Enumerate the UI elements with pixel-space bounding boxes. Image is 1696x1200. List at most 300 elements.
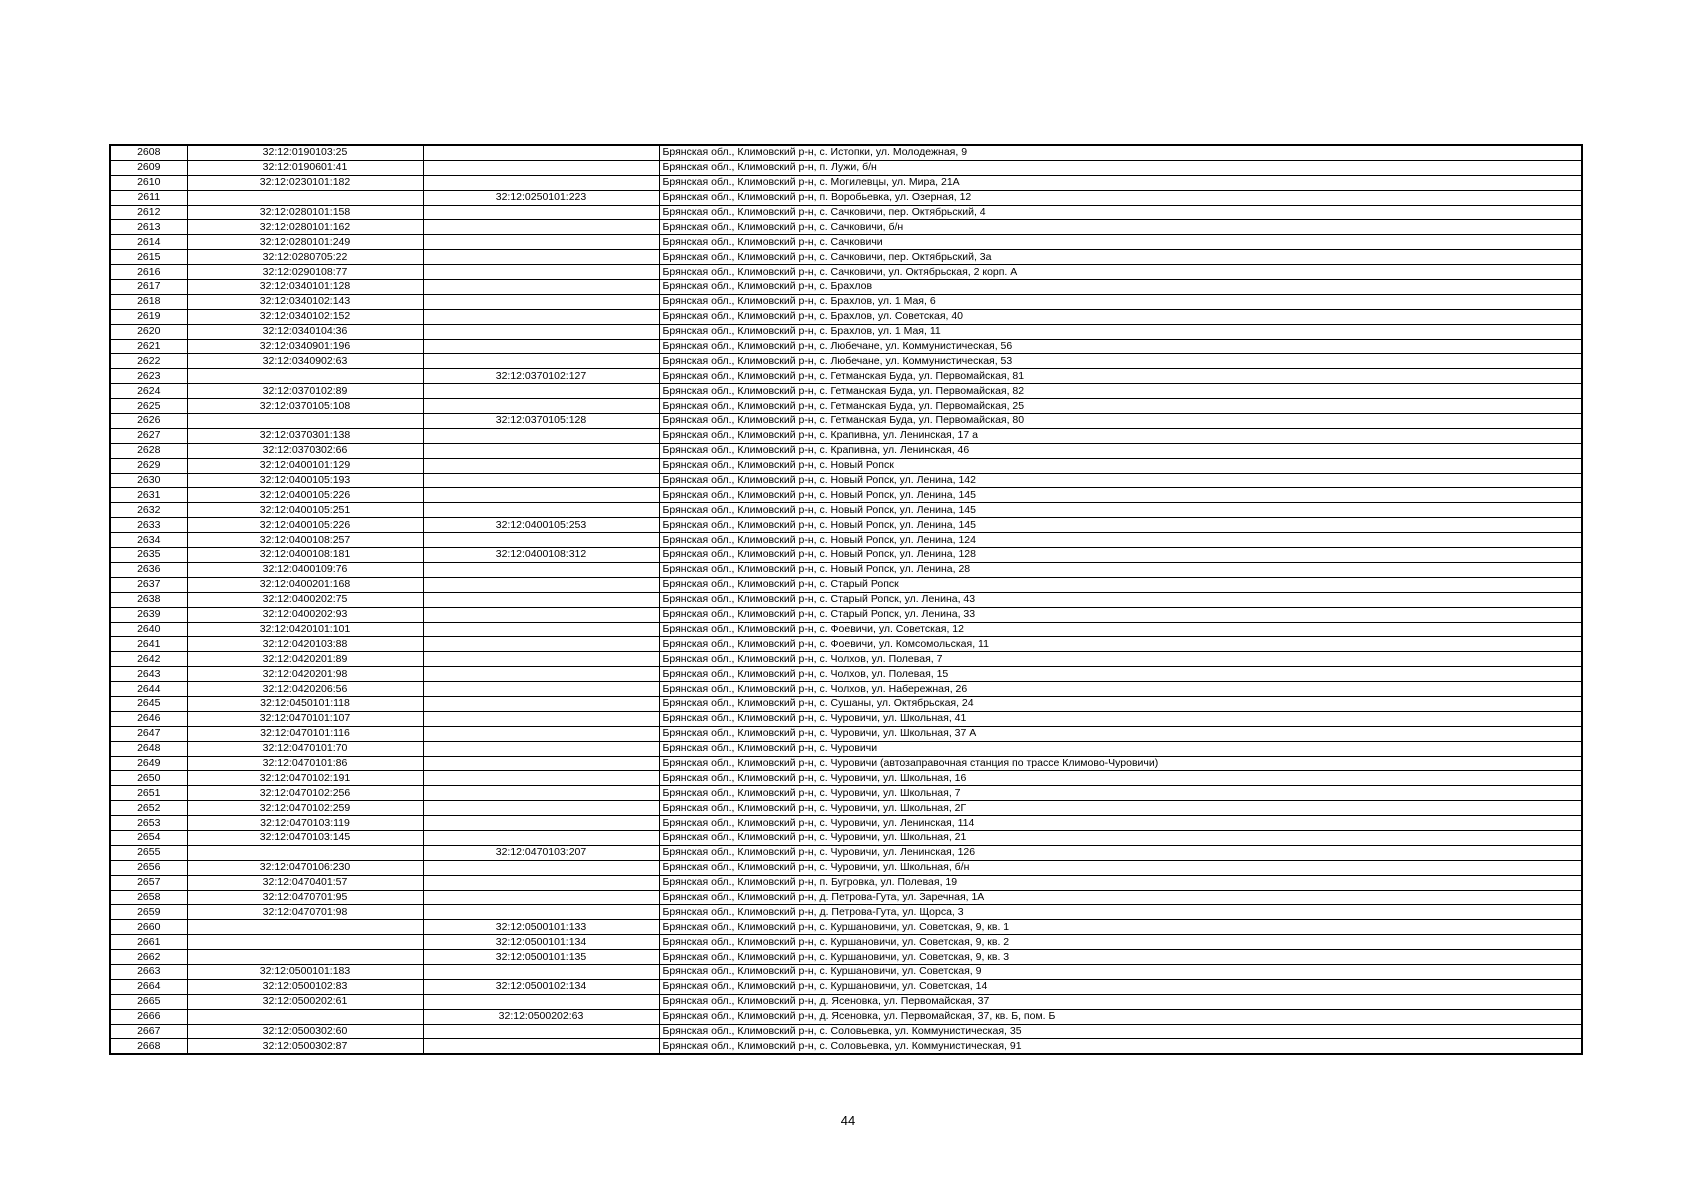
table-row <box>110 384 1582 399</box>
address-cell: Брянская обл., Климовский р-н, с. Фоевичи, ул. Советская, 12 <box>659 622 1582 637</box>
row-number-cell: 2652 <box>110 801 187 816</box>
cadastral-number-cell: 32:12:0400105:193 <box>187 473 423 488</box>
cadastral-number-cell: 32:12:0420201:98 <box>187 667 423 682</box>
table-row <box>110 250 1582 265</box>
cadastral-number-secondary-cell <box>423 294 659 309</box>
cadastral-number-cell: 32:12:0280101:249 <box>187 235 423 250</box>
cadastral-number-cell: 32:12:0400105:226 <box>187 488 423 503</box>
row-number-cell: 2660 <box>110 920 187 935</box>
cadastral-number-cell: 32:12:0400108:257 <box>187 533 423 548</box>
cadastral-number-secondary-cell <box>423 577 659 592</box>
address-cell: Брянская обл., Климовский р-н, с. Брахлов, ул. 1 Мая, 6 <box>659 294 1582 309</box>
cadastral-number-cell: 32:12:0400101:129 <box>187 458 423 473</box>
row-number-cell: 2626 <box>110 414 187 429</box>
address-cell: Брянская обл., Климовский р-н, с. Куршановичи, ул. Советская, 14 <box>659 979 1582 994</box>
cadastral-number-secondary-cell <box>423 741 659 756</box>
row-number-cell: 2629 <box>110 458 187 473</box>
row-number-cell: 2622 <box>110 354 187 369</box>
table-row <box>110 682 1582 697</box>
row-number-cell: 2634 <box>110 533 187 548</box>
table-row <box>110 518 1582 533</box>
cadastral-number-cell: 32:12:0340902:63 <box>187 354 423 369</box>
cadastral-number-cell: 32:12:0280101:162 <box>187 220 423 235</box>
cadastral-number-cell: 32:12:0400201:168 <box>187 577 423 592</box>
cadastral-number-secondary-cell <box>423 488 659 503</box>
address-cell: Брянская обл., Климовский р-н, с. Старый Ропск, ул. Ленина, 33 <box>659 607 1582 622</box>
cadastral-number-secondary-cell <box>423 860 659 875</box>
table-row <box>110 786 1582 801</box>
address-cell: Брянская обл., Климовский р-н, с. Чуровичи, ул. Школьная, 21 <box>659 830 1582 845</box>
row-number-cell: 2611 <box>110 190 187 205</box>
table-row <box>110 548 1582 563</box>
cadastral-number-secondary-cell: 32:12:0400105:253 <box>423 518 659 533</box>
table-row <box>110 637 1582 652</box>
table-row <box>110 711 1582 726</box>
table-row <box>110 160 1582 175</box>
address-cell: Брянская обл., Климовский р-н, с. Новый Ропск <box>659 458 1582 473</box>
cadastral-number-secondary-cell <box>423 324 659 339</box>
row-number-cell: 2661 <box>110 935 187 950</box>
address-cell: Брянская обл., Климовский р-н, д. Ясеновка, ул. Первомайская, 37, кв. Б, пом. Б <box>659 1009 1582 1024</box>
row-number-cell: 2640 <box>110 622 187 637</box>
cadastral-number-secondary-cell <box>423 473 659 488</box>
row-number-cell: 2612 <box>110 205 187 220</box>
address-cell: Брянская обл., Климовский р-н, с. Чуровичи <box>659 741 1582 756</box>
cadastral-number-cell: 32:12:0370105:108 <box>187 399 423 414</box>
row-number-cell: 2659 <box>110 905 187 920</box>
address-cell: Брянская обл., Климовский р-н, с. Фоевичи, ул. Комсомольская, 11 <box>659 637 1582 652</box>
address-cell: Брянская обл., Климовский р-н, с. Чолхов, ул. Полевая, 7 <box>659 652 1582 667</box>
table-row <box>110 443 1582 458</box>
address-cell: Брянская обл., Климовский р-н, п. Воробьевка, ул. Озерная, 12 <box>659 190 1582 205</box>
cadastral-number-cell: 32:12:0400105:251 <box>187 503 423 518</box>
cadastral-number-secondary-cell <box>423 711 659 726</box>
cadastral-number-cell: 32:12:0470103:119 <box>187 816 423 831</box>
cadastral-number-cell: 32:12:0470401:57 <box>187 875 423 890</box>
table-row <box>110 979 1582 994</box>
cadastral-number-secondary-cell <box>423 280 659 295</box>
cadastral-number-cell: 32:12:0340102:152 <box>187 309 423 324</box>
cadastral-number-cell: 32:12:0280705:22 <box>187 250 423 265</box>
table-row <box>110 667 1582 682</box>
cadastral-number-cell: 32:12:0470103:145 <box>187 830 423 845</box>
cadastral-number-cell <box>187 845 423 860</box>
cadastral-number-secondary-cell <box>423 443 659 458</box>
table-row <box>110 503 1582 518</box>
table-row <box>110 265 1582 280</box>
row-number-cell: 2648 <box>110 741 187 756</box>
table-row <box>110 339 1582 354</box>
cadastral-number-cell: 32:12:0370301:138 <box>187 428 423 443</box>
cadastral-number-secondary-cell: 32:12:0500102:134 <box>423 979 659 994</box>
row-number-cell: 2662 <box>110 950 187 965</box>
address-cell: Брянская обл., Климовский р-н, с. Куршановичи, ул. Советская, 9, кв. 2 <box>659 935 1582 950</box>
address-cell: Брянская обл., Климовский р-н, с. Соловьевка, ул. Коммунистическая, 35 <box>659 1024 1582 1039</box>
row-number-cell: 2636 <box>110 562 187 577</box>
row-number-cell: 2613 <box>110 220 187 235</box>
address-cell: Брянская обл., Климовский р-н, с. Сушаны, ул. Октябрьская, 24 <box>659 696 1582 711</box>
row-number-cell: 2663 <box>110 964 187 979</box>
page-number: 44 <box>840 1113 856 1128</box>
cadastral-number-secondary-cell <box>423 1024 659 1039</box>
address-cell: Брянская обл., Климовский р-н, с. Новый Ропск, ул. Ленина, 142 <box>659 473 1582 488</box>
row-number-cell: 2623 <box>110 369 187 384</box>
cadastral-number-secondary-cell <box>423 503 659 518</box>
registry-table <box>109 144 1583 1055</box>
cadastral-number-secondary-cell <box>423 533 659 548</box>
table-row <box>110 577 1582 592</box>
cadastral-number-secondary-cell: 32:12:0500101:133 <box>423 920 659 935</box>
table-row <box>110 920 1582 935</box>
cadastral-number-secondary-cell <box>423 428 659 443</box>
row-number-cell: 2621 <box>110 339 187 354</box>
cadastral-number-cell: 32:12:0470102:256 <box>187 786 423 801</box>
address-cell: Брянская обл., Климовский р-н, с. Соловьевка, ул. Коммунистическая, 91 <box>659 1039 1582 1054</box>
cadastral-number-secondary-cell <box>423 786 659 801</box>
cadastral-number-cell: 32:12:0500102:83 <box>187 979 423 994</box>
cadastral-number-secondary-cell <box>423 771 659 786</box>
address-cell: Брянская обл., Климовский р-н, с. Куршановичи, ул. Советская, 9, кв. 3 <box>659 950 1582 965</box>
cadastral-number-cell <box>187 920 423 935</box>
cadastral-number-cell: 32:12:0470701:95 <box>187 890 423 905</box>
table-row <box>110 830 1582 845</box>
table-row <box>110 324 1582 339</box>
table-row <box>110 294 1582 309</box>
cadastral-number-secondary-cell <box>423 875 659 890</box>
cadastral-number-cell: 32:12:0420206:56 <box>187 682 423 697</box>
table-row <box>110 875 1582 890</box>
table-row <box>110 458 1582 473</box>
cadastral-number-cell: 32:12:0470101:107 <box>187 711 423 726</box>
table-row <box>110 280 1582 295</box>
row-number-cell: 2667 <box>110 1024 187 1039</box>
cadastral-number-cell: 32:12:0370302:66 <box>187 443 423 458</box>
address-cell: Брянская обл., Климовский р-н, с. Чуровичи, ул. Школьная, 7 <box>659 786 1582 801</box>
cadastral-number-secondary-cell <box>423 756 659 771</box>
address-cell: Брянская обл., Климовский р-н, с. Чуровичи, ул. Школьная, 41 <box>659 711 1582 726</box>
cadastral-number-secondary-cell: 32:12:0500202:63 <box>423 1009 659 1024</box>
cadastral-number-secondary-cell: 32:12:0370105:128 <box>423 414 659 429</box>
address-cell: Брянская обл., Климовский р-н, с. Старый Ропск, ул. Ленина, 43 <box>659 592 1582 607</box>
table-row <box>110 756 1582 771</box>
row-number-cell: 2666 <box>110 1009 187 1024</box>
row-number-cell: 2627 <box>110 428 187 443</box>
address-cell: Брянская обл., Климовский р-н, с. Куршановичи, ул. Советская, 9, кв. 1 <box>659 920 1582 935</box>
cadastral-number-cell: 32:12:0470101:116 <box>187 726 423 741</box>
table-row <box>110 369 1582 384</box>
row-number-cell: 2628 <box>110 443 187 458</box>
row-number-cell: 2642 <box>110 652 187 667</box>
row-number-cell: 2664 <box>110 979 187 994</box>
cadastral-number-secondary-cell <box>423 726 659 741</box>
cadastral-number-secondary-cell <box>423 994 659 1009</box>
row-number-cell: 2639 <box>110 607 187 622</box>
registry-table-body <box>110 145 1582 1054</box>
row-number-cell: 2643 <box>110 667 187 682</box>
cadastral-number-cell: 32:12:0340104:36 <box>187 324 423 339</box>
table-row <box>110 1024 1582 1039</box>
table-row <box>110 860 1582 875</box>
address-cell: Брянская обл., Климовский р-н, с. Чуровичи, ул. Ленинская, 114 <box>659 816 1582 831</box>
address-cell: Брянская обл., Климовский р-н, с. Куршановичи, ул. Советская, 9 <box>659 964 1582 979</box>
table-row <box>110 994 1582 1009</box>
cadastral-number-cell <box>187 1009 423 1024</box>
row-number-cell: 2665 <box>110 994 187 1009</box>
address-cell: Брянская обл., Климовский р-н, с. Сачковичи, пер. Октябрьский, 3а <box>659 250 1582 265</box>
address-cell: Брянская обл., Климовский р-н, с. Чуровичи, ул. Школьная, 16 <box>659 771 1582 786</box>
row-number-cell: 2647 <box>110 726 187 741</box>
address-cell: Брянская обл., Климовский р-н, с. Брахлов <box>659 280 1582 295</box>
cadastral-number-secondary-cell <box>423 384 659 399</box>
table-row <box>110 205 1582 220</box>
cadastral-number-secondary-cell <box>423 622 659 637</box>
cadastral-number-cell: 32:12:0450101:118 <box>187 696 423 711</box>
row-number-cell: 2637 <box>110 577 187 592</box>
cadastral-number-secondary-cell <box>423 964 659 979</box>
cadastral-number-cell: 32:12:0230101:182 <box>187 175 423 190</box>
cadastral-number-cell: 32:12:0280101:158 <box>187 205 423 220</box>
table-row <box>110 950 1582 965</box>
address-cell: Брянская обл., Климовский р-н, с. Новый Ропск, ул. Ленина, 124 <box>659 533 1582 548</box>
row-number-cell: 2651 <box>110 786 187 801</box>
table-row <box>110 771 1582 786</box>
cadastral-number-secondary-cell: 32:12:0470103:207 <box>423 845 659 860</box>
cadastral-number-cell: 32:12:0500202:61 <box>187 994 423 1009</box>
row-number-cell: 2632 <box>110 503 187 518</box>
row-number-cell: 2635 <box>110 548 187 563</box>
cadastral-number-secondary-cell <box>423 637 659 652</box>
cadastral-number-secondary-cell <box>423 830 659 845</box>
cadastral-number-secondary-cell: 32:12:0400108:312 <box>423 548 659 563</box>
cadastral-number-secondary-cell <box>423 309 659 324</box>
row-number-cell: 2614 <box>110 235 187 250</box>
address-cell: Брянская обл., Климовский р-н, с. Истопки, ул. Молодежная, 9 <box>659 145 1582 160</box>
row-number-cell: 2619 <box>110 309 187 324</box>
cadastral-number-secondary-cell <box>423 145 659 160</box>
table-row <box>110 1009 1582 1024</box>
row-number-cell: 2649 <box>110 756 187 771</box>
table-row <box>110 622 1582 637</box>
address-cell: Брянская обл., Климовский р-н, с. Гетманская Буда, ул. Первомайская, 80 <box>659 414 1582 429</box>
row-number-cell: 2620 <box>110 324 187 339</box>
cadastral-number-secondary-cell <box>423 354 659 369</box>
cadastral-number-cell: 32:12:0290108:77 <box>187 265 423 280</box>
table-row <box>110 473 1582 488</box>
row-number-cell: 2609 <box>110 160 187 175</box>
cadastral-number-cell: 32:12:0500302:60 <box>187 1024 423 1039</box>
table-row <box>110 488 1582 503</box>
cadastral-number-cell: 32:12:0340102:143 <box>187 294 423 309</box>
address-cell: Брянская обл., Климовский р-н, с. Новый Ропск, ул. Ленина, 28 <box>659 562 1582 577</box>
table-row <box>110 309 1582 324</box>
row-number-cell: 2631 <box>110 488 187 503</box>
cadastral-number-secondary-cell <box>423 205 659 220</box>
row-number-cell: 2624 <box>110 384 187 399</box>
row-number-cell: 2668 <box>110 1039 187 1054</box>
row-number-cell: 2638 <box>110 592 187 607</box>
cadastral-number-secondary-cell: 32:12:0370102:127 <box>423 369 659 384</box>
address-cell: Брянская обл., Климовский р-н, с. Гетманская Буда, ул. Первомайская, 81 <box>659 369 1582 384</box>
address-cell: Брянская обл., Климовский р-н, с. Любечане, ул. Коммунистическая, 53 <box>659 354 1582 369</box>
address-cell: Брянская обл., Климовский р-н, д. Петрова-Гута, ул. Щорса, 3 <box>659 905 1582 920</box>
cadastral-number-cell: 32:12:0400105:226 <box>187 518 423 533</box>
table-row <box>110 562 1582 577</box>
cadastral-number-cell: 32:12:0500101:183 <box>187 964 423 979</box>
address-cell: Брянская обл., Климовский р-н, с. Брахлов, ул. 1 Мая, 11 <box>659 324 1582 339</box>
address-cell: Брянская обл., Климовский р-н, с. Крапивна, ул. Ленинская, 17 а <box>659 428 1582 443</box>
cadastral-number-secondary-cell: 32:12:0500101:134 <box>423 935 659 950</box>
cadastral-number-cell: 32:12:0470102:259 <box>187 801 423 816</box>
cadastral-number-cell: 32:12:0400108:181 <box>187 548 423 563</box>
cadastral-number-cell: 32:12:0400202:75 <box>187 592 423 607</box>
cadastral-number-secondary-cell <box>423 265 659 280</box>
cadastral-number-cell <box>187 369 423 384</box>
address-cell: Брянская обл., Климовский р-н, с. Новый Ропск, ул. Ленина, 128 <box>659 548 1582 563</box>
address-cell: Брянская обл., Климовский р-н, с. Могилевцы, ул. Мира, 21А <box>659 175 1582 190</box>
cadastral-number-secondary-cell <box>423 235 659 250</box>
cadastral-number-cell: 32:12:0420201:89 <box>187 652 423 667</box>
table-row <box>110 905 1582 920</box>
table-row <box>110 652 1582 667</box>
cadastral-number-secondary-cell <box>423 592 659 607</box>
table-row <box>110 607 1582 622</box>
address-cell: Брянская обл., Климовский р-н, с. Гетманская Буда, ул. Первомайская, 25 <box>659 399 1582 414</box>
address-cell: Брянская обл., Климовский р-н, с. Любечане, ул. Коммунистическая, 56 <box>659 339 1582 354</box>
address-cell: Брянская обл., Климовский р-н, с. Чуровичи, ул. Школьная, 2Г <box>659 801 1582 816</box>
address-cell: Брянская обл., Климовский р-н, с. Чуровичи, ул. Школьная, 37 А <box>659 726 1582 741</box>
table-row <box>110 726 1582 741</box>
row-number-cell: 2610 <box>110 175 187 190</box>
address-cell: Брянская обл., Климовский р-н, с. Чуровичи, ул. Ленинская, 126 <box>659 845 1582 860</box>
table-row <box>110 399 1582 414</box>
row-number-cell: 2658 <box>110 890 187 905</box>
address-cell: Брянская обл., Климовский р-н, с. Чолхов, ул. Полевая, 15 <box>659 667 1582 682</box>
address-cell: Брянская обл., Климовский р-н, с. Сачковичи <box>659 235 1582 250</box>
cadastral-number-cell: 32:12:0190601:41 <box>187 160 423 175</box>
cadastral-number-cell <box>187 935 423 950</box>
table-row <box>110 816 1582 831</box>
table-row <box>110 145 1582 160</box>
cadastral-number-cell: 32:12:0470102:191 <box>187 771 423 786</box>
cadastral-number-cell: 32:12:0470101:70 <box>187 741 423 756</box>
cadastral-number-cell: 32:12:0420103:88 <box>187 637 423 652</box>
address-cell: Брянская обл., Климовский р-н, с. Сачковичи, пер. Октябрьский, 4 <box>659 205 1582 220</box>
address-cell: Брянская обл., Климовский р-н, с. Гетманская Буда, ул. Первомайская, 82 <box>659 384 1582 399</box>
address-cell: Брянская обл., Климовский р-н, п. Бугровка, ул. Полевая, 19 <box>659 875 1582 890</box>
table-row <box>110 964 1582 979</box>
address-cell: Брянская обл., Климовский р-н, с. Старый Ропск <box>659 577 1582 592</box>
row-number-cell: 2644 <box>110 682 187 697</box>
table-row <box>110 845 1582 860</box>
address-cell: Брянская обл., Климовский р-н, с. Крапивна, ул. Ленинская, 46 <box>659 443 1582 458</box>
cadastral-number-secondary-cell <box>423 562 659 577</box>
cadastral-number-secondary-cell <box>423 1039 659 1054</box>
row-number-cell: 2633 <box>110 518 187 533</box>
table-row <box>110 414 1582 429</box>
cadastral-number-secondary-cell <box>423 696 659 711</box>
address-cell: Брянская обл., Климовский р-н, д. Петрова-Гута, ул. Заречная, 1А <box>659 890 1582 905</box>
row-number-cell: 2656 <box>110 860 187 875</box>
table-row <box>110 890 1582 905</box>
cadastral-number-secondary-cell: 32:12:0500101:135 <box>423 950 659 965</box>
address-cell: Брянская обл., Климовский р-н, с. Сачковичи, б/н <box>659 220 1582 235</box>
cadastral-number-secondary-cell <box>423 667 659 682</box>
address-cell: Брянская обл., Климовский р-н, д. Ясеновка, ул. Первомайская, 37 <box>659 994 1582 1009</box>
address-cell: Брянская обл., Климовский р-н, с. Сачковичи, ул. Октябрьская, 2 корп. А <box>659 265 1582 280</box>
address-cell: Брянская обл., Климовский р-н, п. Лужи, б/н <box>659 160 1582 175</box>
table-row <box>110 533 1582 548</box>
cadastral-number-cell: 32:12:0500302:87 <box>187 1039 423 1054</box>
row-number-cell: 2655 <box>110 845 187 860</box>
cadastral-number-secondary-cell <box>423 160 659 175</box>
cadastral-number-cell: 32:12:0340901:196 <box>187 339 423 354</box>
address-cell: Брянская обл., Климовский р-н, с. Чолхов, ул. Набережная, 26 <box>659 682 1582 697</box>
table-row <box>110 428 1582 443</box>
table-row <box>110 741 1582 756</box>
row-number-cell: 2615 <box>110 250 187 265</box>
cadastral-number-secondary-cell <box>423 905 659 920</box>
table-row <box>110 1039 1582 1054</box>
cadastral-number-cell: 32:12:0470701:98 <box>187 905 423 920</box>
row-number-cell: 2608 <box>110 145 187 160</box>
cadastral-number-secondary-cell <box>423 458 659 473</box>
cadastral-number-cell <box>187 414 423 429</box>
table-row <box>110 235 1582 250</box>
cadastral-number-secondary-cell <box>423 682 659 697</box>
cadastral-number-cell: 32:12:0340101:128 <box>187 280 423 295</box>
cadastral-number-cell: 32:12:0470106:230 <box>187 860 423 875</box>
row-number-cell: 2657 <box>110 875 187 890</box>
cadastral-number-secondary-cell <box>423 652 659 667</box>
table-row <box>110 190 1582 205</box>
cadastral-number-secondary-cell <box>423 175 659 190</box>
cadastral-number-secondary-cell <box>423 220 659 235</box>
row-number-cell: 2646 <box>110 711 187 726</box>
table-row <box>110 935 1582 950</box>
address-cell: Брянская обл., Климовский р-н, с. Чуровичи, ул. Школьная, б/н <box>659 860 1582 875</box>
cadastral-number-secondary-cell <box>423 890 659 905</box>
cadastral-number-secondary-cell <box>423 607 659 622</box>
row-number-cell: 2617 <box>110 280 187 295</box>
cadastral-number-cell: 32:12:0190103:25 <box>187 145 423 160</box>
cadastral-number-secondary-cell <box>423 399 659 414</box>
cadastral-number-cell: 32:12:0400202:93 <box>187 607 423 622</box>
address-cell: Брянская обл., Климовский р-н, с. Новый Ропск, ул. Ленина, 145 <box>659 488 1582 503</box>
cadastral-number-secondary-cell <box>423 339 659 354</box>
row-number-cell: 2654 <box>110 830 187 845</box>
table-row <box>110 696 1582 711</box>
cadastral-number-secondary-cell: 32:12:0250101:223 <box>423 190 659 205</box>
address-cell: Брянская обл., Климовский р-н, с. Новый Ропск, ул. Ленина, 145 <box>659 503 1582 518</box>
row-number-cell: 2645 <box>110 696 187 711</box>
address-cell: Брянская обл., Климовский р-н, с. Чуровичи (автозаправочная станция по трассе Климово-Чуровичи) <box>659 756 1582 771</box>
cadastral-number-secondary-cell <box>423 816 659 831</box>
table-row <box>110 592 1582 607</box>
row-number-cell: 2618 <box>110 294 187 309</box>
cadastral-number-cell: 32:12:0470101:86 <box>187 756 423 771</box>
row-number-cell: 2650 <box>110 771 187 786</box>
row-number-cell: 2630 <box>110 473 187 488</box>
cadastral-number-secondary-cell <box>423 250 659 265</box>
cadastral-number-cell: 32:12:0420101:101 <box>187 622 423 637</box>
cadastral-number-cell <box>187 950 423 965</box>
row-number-cell: 2625 <box>110 399 187 414</box>
cadastral-number-cell: 32:12:0400109:76 <box>187 562 423 577</box>
address-cell: Брянская обл., Климовский р-н, с. Новый Ропск, ул. Ленина, 145 <box>659 518 1582 533</box>
row-number-cell: 2616 <box>110 265 187 280</box>
address-cell: Брянская обл., Климовский р-н, с. Брахлов, ул. Советская, 40 <box>659 309 1582 324</box>
cadastral-number-cell <box>187 190 423 205</box>
